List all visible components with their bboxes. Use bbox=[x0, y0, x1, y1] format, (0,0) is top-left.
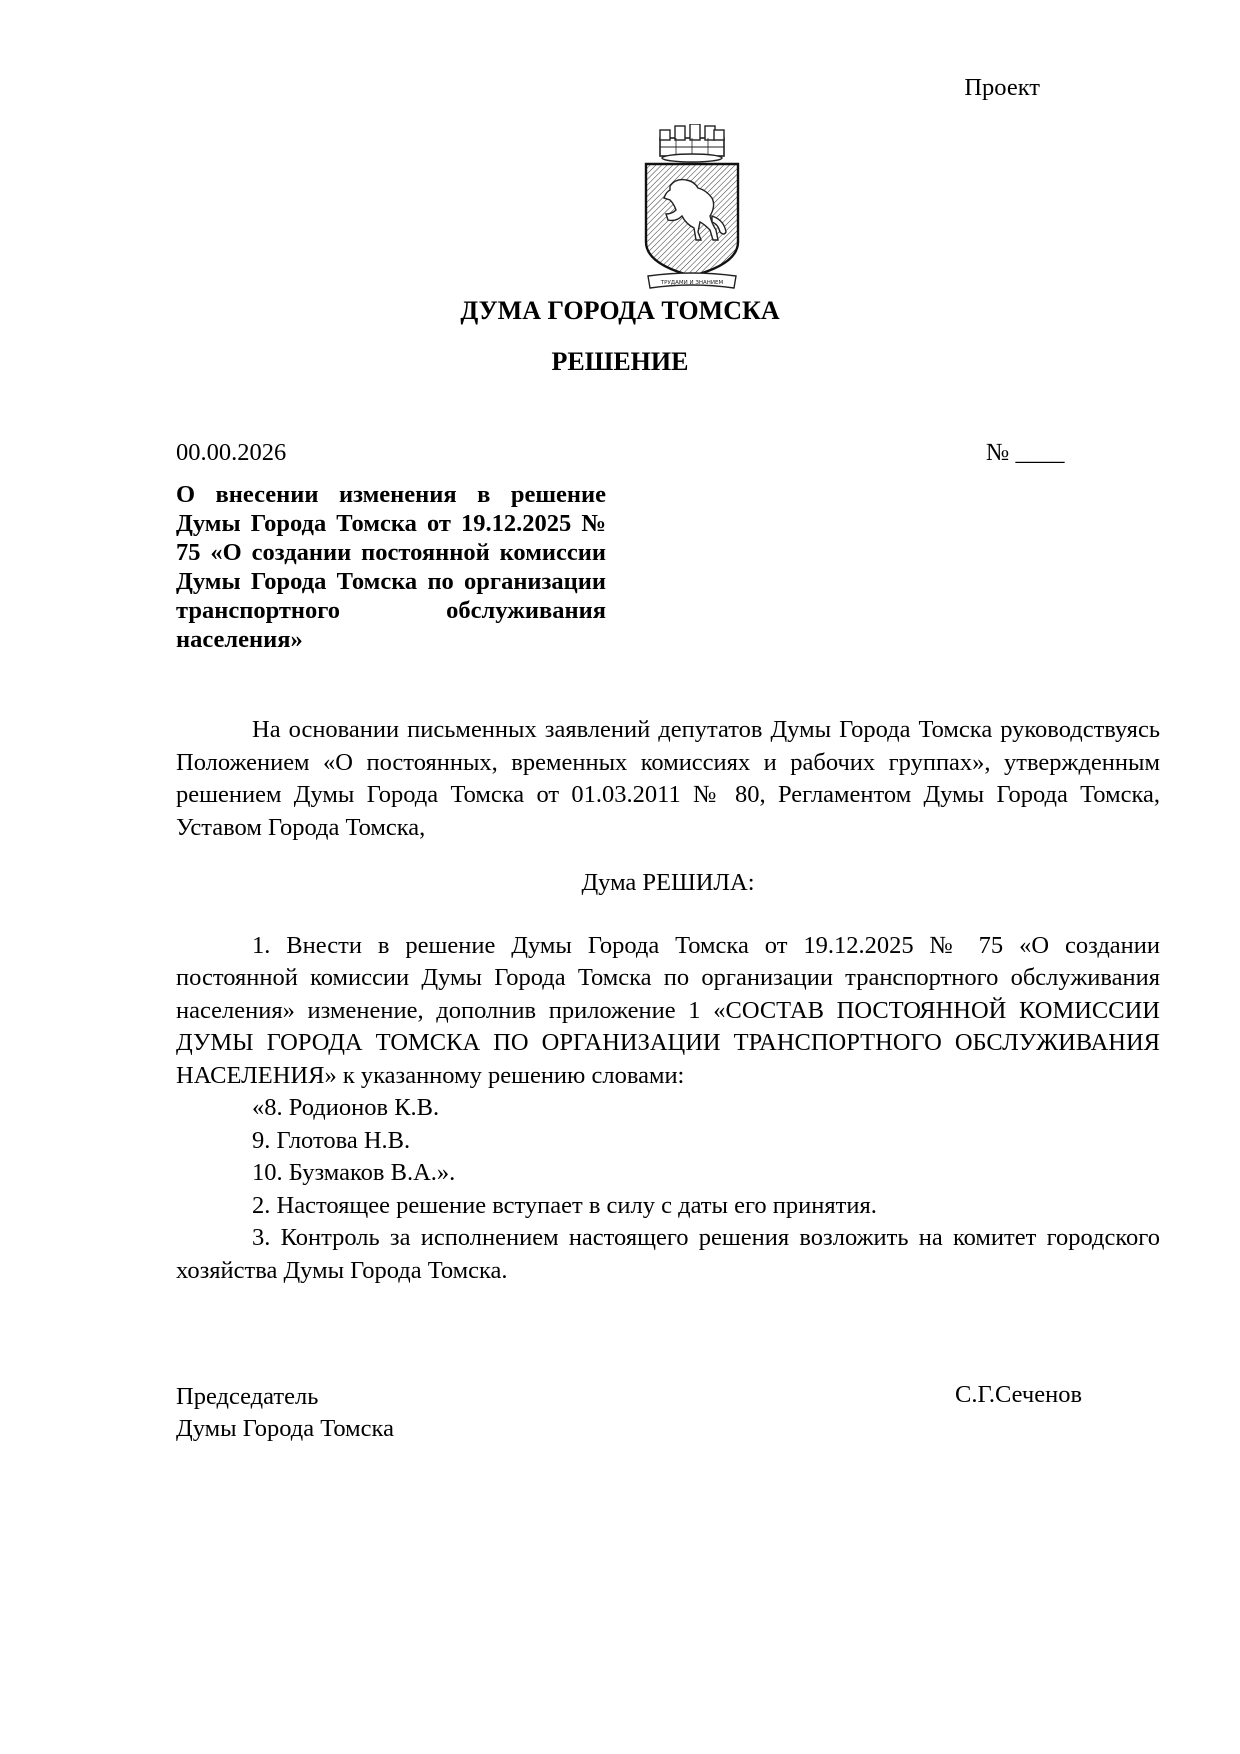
decision-title: РЕШЕНИЕ bbox=[551, 347, 689, 376]
member-list-item: 10. Бузмаков В.А.». bbox=[252, 1159, 456, 1186]
document-date: 00.00.2026 bbox=[176, 439, 287, 466]
preamble-paragraph: На основании письменных заявлений депутатов Думы Города Томска руководствуясь Положением «О постоянных, временных комиссиях и рабочих группах», утвержденным решением Думы Города Томска от 01.03.2011 № 80, Регламентом Думы Города Томска, Уставом Города Томска, bbox=[176, 716, 1160, 841]
item-2-paragraph: 2. Настоящее решение вступает в силу с даты его принятия. bbox=[252, 1191, 877, 1219]
coat-of-arms-icon bbox=[640, 124, 744, 290]
document-body bbox=[176, 714, 1160, 1287]
council-title: ДУМА ГОРОДА ТОМСКА bbox=[460, 296, 780, 325]
signer-title-line-2: Думы Города Томска bbox=[176, 1415, 394, 1442]
member-list-item: «8. Родионов К.В. bbox=[252, 1094, 440, 1121]
member-list-item: 9. Глотова Н.В. bbox=[252, 1126, 411, 1154]
signer-title bbox=[176, 1381, 394, 1445]
resolved-heading: Дума РЕШИЛА: bbox=[581, 869, 755, 896]
draft-label: Проект bbox=[964, 74, 1040, 101]
signer-title-line-1: Председатель bbox=[176, 1383, 319, 1410]
coat-motto: ТРУДАМИ И ЗНАНИЕМ bbox=[660, 280, 724, 286]
item-1-paragraph: 1. Внести в решение Думы Города Томска от 19.12.2025 № 75 «О создании постоянной комиссии Думы Города Томска по организации транспортного обслуживания населения» изменение, дополнив приложение 1 «СОСТАВ ПОСТОЯННОЙ КОМИССИИ ДУМЫ ГОРОДА ТОМСКА ПО ОРГАНИЗАЦИИ ТРАНСПОРТНОГО ОБСЛУЖИВАНИЯ НАСЕЛЕНИЯ» к указанному решению словами: bbox=[176, 931, 1160, 1089]
document-subject: О внесении изменения в решение Думы Города Томска от 19.12.2025 № 75 «О создании постоянной комиссии Думы Города Томска по организации транспортного обслуживания населения» bbox=[176, 481, 606, 653]
document-number: № ____ bbox=[986, 439, 1065, 466]
signer-name: С.Г.Сеченов bbox=[955, 1381, 1083, 1408]
crown-icon bbox=[660, 124, 724, 162]
item-3-paragraph: 3. Контроль за исполнением настоящего решения возложить на комитет городского хозяйства Думы Города Томска. bbox=[176, 1224, 1160, 1284]
